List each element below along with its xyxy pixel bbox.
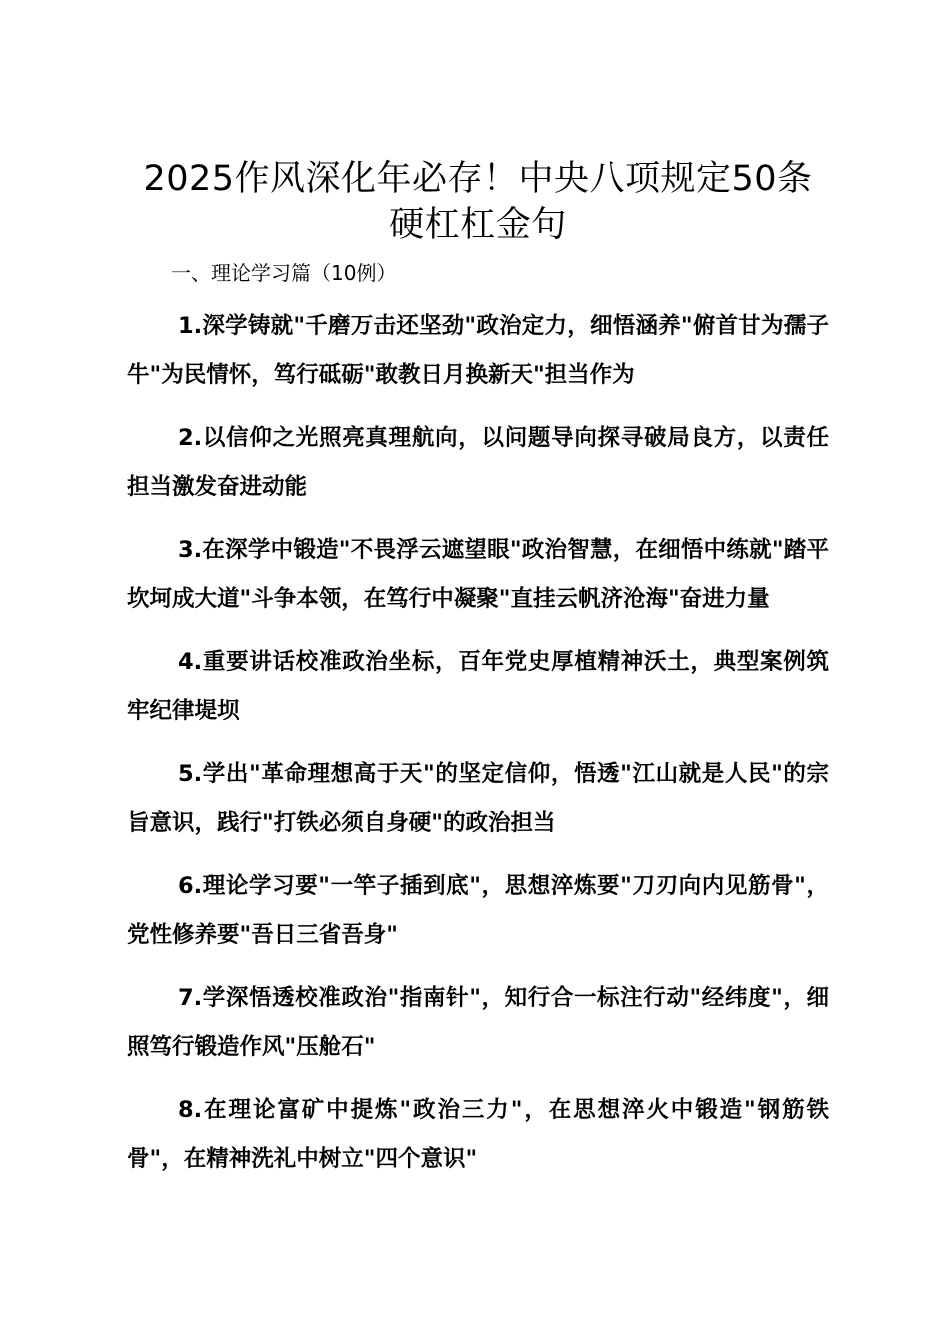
list-item: 7.学深悟透校准政治"指南针"，知行合一标注行动"经纬度"，细照笃行锻造作风"压舱石": [127, 985, 829, 1060]
section-heading: 一、理论学习篇（10例）: [171, 261, 397, 285]
list-item: 1.深学铸就"千磨万击还坚劲"政治定力，细悟涵养"俯首甘为孺子牛"为民情怀，笃行砥砺"敢教日月换新天"担当作为: [127, 313, 829, 388]
list-item: 6.理论学习要"一竿子插到底"，思想淬炼要"刀刃向内见筋骨"，党性修养要"吾日三省吾身": [127, 873, 829, 948]
title-line-2: 硬杠杠金句: [389, 205, 567, 245]
list-item: 2.以信仰之光照亮真理航向，以问题导向探寻破局良方，以责任担当激发奋进动能: [127, 425, 829, 500]
list-item: 3.在深学中锻造"不畏浮云遮望眼"政治智慧，在细悟中练就"踏平坎坷成大道"斗争本领，在笃行中凝聚"直挂云帆济沧海"奋进力量: [127, 537, 829, 612]
list-item: 5.学出"革命理想高于天"的坚定信仰，悟透"江山就是人民"的宗旨意识，践行"打铁必须自身硬"的政治担当: [127, 761, 829, 836]
title-line-1: 2025作风深化年必存！中央八项规定50条: [143, 159, 813, 199]
list-item: 4.重要讲话校准政治坐标，百年党史厚植精神沃土，典型案例筑牢纪律堤坝: [127, 649, 829, 724]
document-title: [127, 156, 829, 248]
list-item: 8.在理论富矿中提炼"政治三力"，在思想淬火中锻造"钢筋铁骨"，在精神洗礼中树立"四个意识": [127, 1097, 829, 1172]
